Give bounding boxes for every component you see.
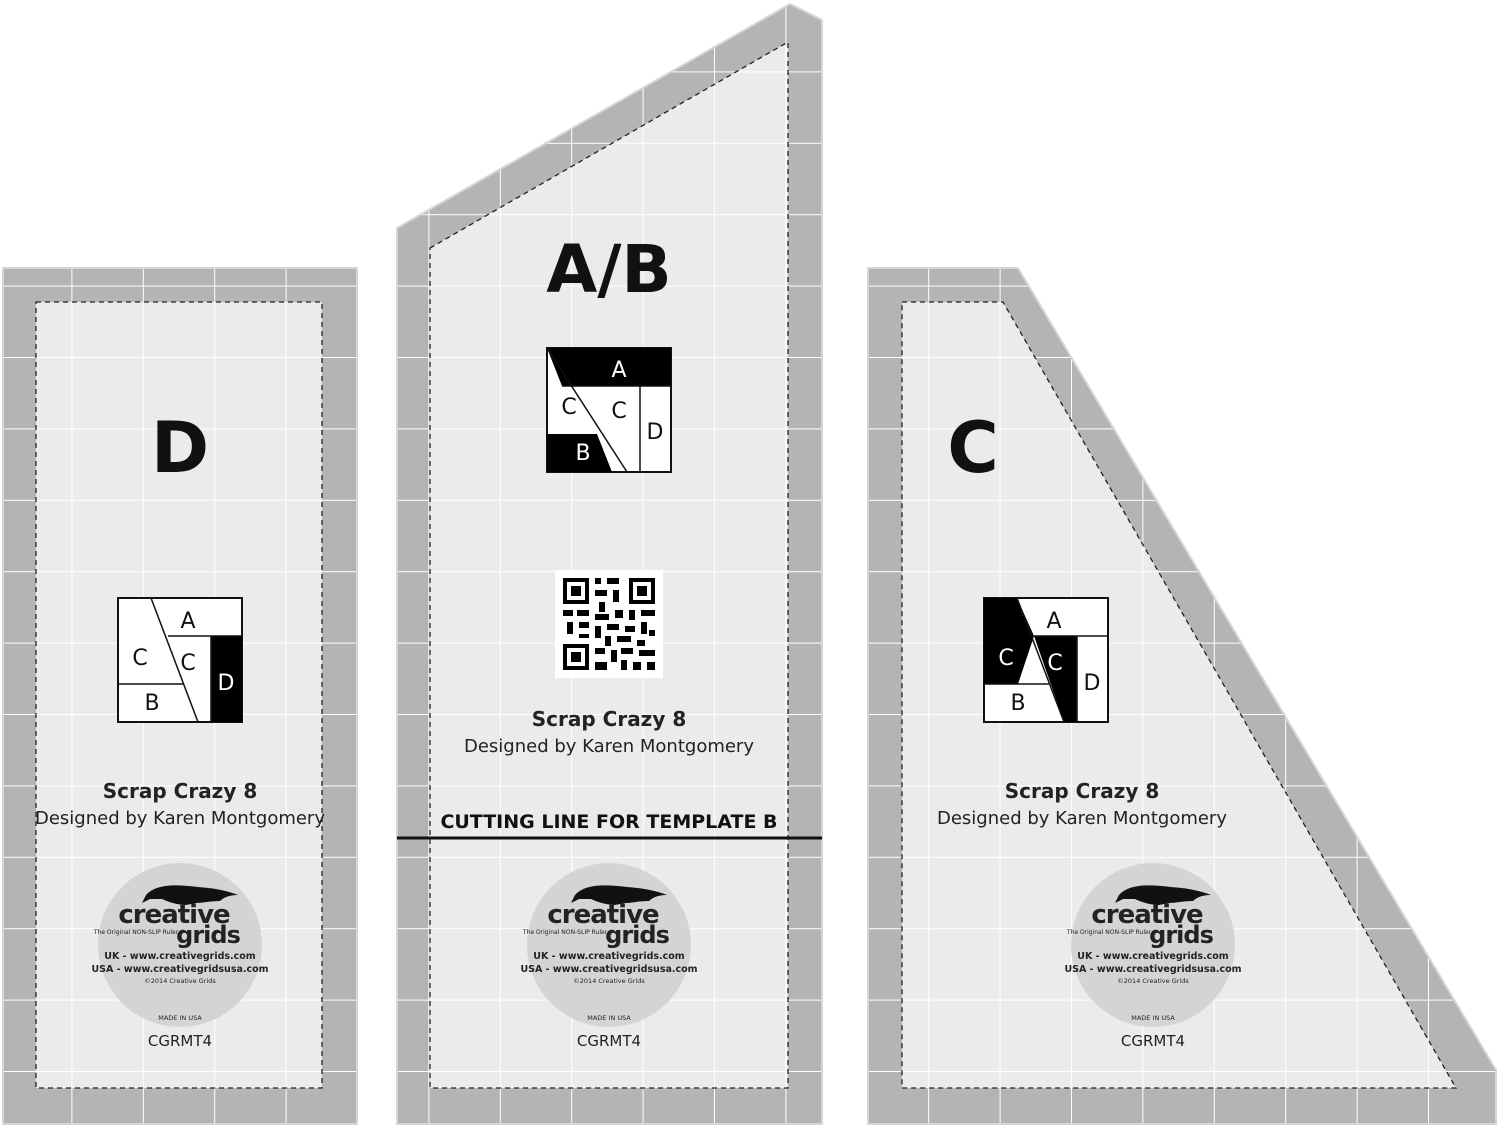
svg-text:The Original NON-SLIP Ruler: The Original NON-SLIP Ruler — [1066, 929, 1152, 936]
template-c-block-diagram — [984, 598, 1108, 722]
svg-text:C: C — [1047, 651, 1063, 676]
template-ab-designer: Designed by Karen Montgomery — [463, 736, 755, 757]
diagram-d-label-b: B — [144, 691, 160, 716]
diagram-d-label-d: D — [217, 671, 235, 696]
svg-text:UK - www.creativegrids.com: UK - www.creativegrids.com — [1077, 951, 1229, 962]
svg-text:creative: creative — [547, 900, 659, 930]
template-c-designer: Designed by Karen Montgomery — [936, 808, 1228, 829]
svg-text:©2014 Creative Grids: ©2014 Creative Grids — [144, 977, 216, 985]
svg-text:D: D — [646, 420, 664, 445]
svg-text:©2014 Creative Grids: ©2014 Creative Grids — [1117, 977, 1189, 985]
template-ab-block-diagram — [547, 348, 671, 472]
svg-text:B: B — [1010, 691, 1026, 716]
template-d-code: CGRMT4 — [147, 1032, 213, 1050]
svg-text:grids: grids — [605, 921, 669, 949]
svg-text:MADE IN USA: MADE IN USA — [1131, 1014, 1175, 1022]
qr-code-icon — [555, 570, 663, 678]
svg-text:creative: creative — [118, 900, 230, 930]
svg-text:C: C — [561, 395, 577, 420]
svg-text:MADE IN USA: MADE IN USA — [158, 1014, 202, 1022]
svg-text:grids: grids — [176, 921, 240, 949]
diagram-d-label-a: A — [180, 609, 196, 634]
svg-text:D: D — [1083, 671, 1101, 696]
svg-text:grids: grids — [1149, 921, 1213, 949]
svg-text:A: A — [1046, 609, 1062, 634]
svg-text:UK - www.creativegrids.com: UK - www.creativegrids.com — [533, 951, 685, 962]
template-ab-title: Scrap Crazy 8 — [531, 707, 687, 731]
template-d-designer: Designed by Karen Montgomery — [34, 808, 326, 829]
template-d-title: Scrap Crazy 8 — [102, 779, 258, 803]
svg-text:UK - www.creativegrids.com: UK - www.creativegrids.com — [104, 951, 256, 962]
template-c-letter: C — [947, 407, 999, 489]
svg-text:The Original NON-SLIP Ruler: The Original NON-SLIP Ruler — [522, 929, 608, 936]
svg-text:USA - www.creativegridsusa.com: USA - www.creativegridsusa.com — [1064, 964, 1242, 975]
svg-text:MADE IN USA: MADE IN USA — [587, 1014, 631, 1022]
diagram-d-label-c2: C — [180, 651, 196, 676]
svg-text:creative: creative — [1091, 900, 1203, 930]
template-d-block-diagram — [118, 598, 242, 722]
diagram-d-label-c1: C — [132, 646, 148, 671]
template-c-title: Scrap Crazy 8 — [1004, 779, 1160, 803]
svg-text:C: C — [611, 399, 627, 424]
svg-text:A: A — [611, 358, 627, 383]
template-c-code: CGRMT4 — [1120, 1032, 1186, 1050]
template-ab-code: CGRMT4 — [576, 1032, 642, 1050]
svg-text:©2014 Creative Grids: ©2014 Creative Grids — [573, 977, 645, 985]
template-ab-letter: A/B — [546, 231, 672, 308]
svg-text:USA - www.creativegridsusa.com: USA - www.creativegridsusa.com — [520, 964, 698, 975]
template-d-letter: D — [150, 407, 210, 489]
cutting-line-label: CUTTING LINE FOR TEMPLATE B — [440, 811, 778, 833]
svg-text:C: C — [998, 646, 1014, 671]
svg-text:The Original NON-SLIP Ruler: The Original NON-SLIP Ruler — [93, 929, 179, 936]
diagram-ab-highlight-a — [547, 348, 671, 386]
svg-text:B: B — [575, 441, 591, 466]
svg-text:USA - www.creativegridsusa.com: USA - www.creativegridsusa.com — [91, 964, 269, 975]
